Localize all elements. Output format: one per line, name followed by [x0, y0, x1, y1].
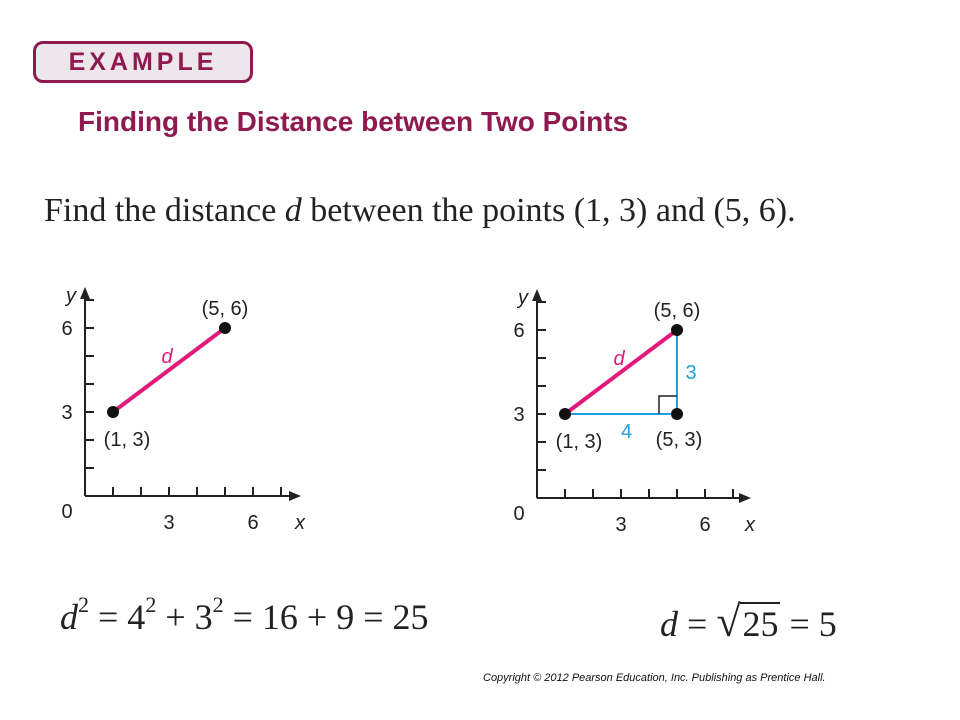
graph-left-y-arrow — [80, 287, 90, 299]
graph-right-x-arrow — [739, 493, 751, 503]
eq1-exp-b: 2 — [212, 592, 224, 617]
graph-left-y-tick-label: 3 — [61, 402, 73, 424]
graph-right-origin-label: 0 — [513, 503, 525, 525]
graph-left-point-a — [107, 406, 119, 418]
problem-text-before: Find the distance — [44, 192, 285, 229]
graph-right-point-a — [559, 408, 571, 420]
eq1-part-a: = 4 — [89, 597, 146, 637]
equation-root — [660, 596, 837, 647]
graph-right-x-tick-label: 3 — [615, 514, 627, 536]
graph-right-x-tick-label: 6 — [699, 514, 711, 536]
problem-variable: d — [284, 192, 302, 229]
graph-left-y-axis-label: y — [66, 285, 76, 307]
eq1-exp-a: 2 — [145, 592, 157, 617]
graph-left-y-tick-label: 6 — [61, 318, 73, 340]
eq1-rest: = 16 + 9 = 25 — [223, 597, 429, 637]
eq2-d: d — [660, 604, 678, 644]
copyright: Copyright © 2012 Pearson Education, Inc. Publishing as Prentice Hall. — [483, 672, 826, 684]
graph-right-y-tick-label: 6 — [513, 320, 525, 342]
radicand: 25 — [742, 604, 779, 644]
eq1-part-b: + 3 — [156, 597, 213, 637]
graph-left-x-axis-label: x — [295, 512, 305, 534]
graph-right-segment-d-label: d — [613, 348, 625, 370]
graph-right-point-b — [671, 324, 683, 336]
graph-left-x-tick-label: 6 — [247, 512, 259, 534]
eq1-d-exp: 2 — [78, 592, 89, 617]
graph-right-horizontal-leg-label: 4 — [621, 421, 633, 443]
graph-right-point-a-label: (1, 3) — [555, 431, 603, 453]
graph-left-segment-d-label: d — [161, 346, 173, 368]
graph-left-x-tick-label: 3 — [163, 512, 175, 534]
graph-right-point-b-label: (5, 6) — [653, 300, 701, 322]
graph-right-x-axis-label: x — [745, 514, 755, 536]
graph-left-point-b-label: (5, 6) — [201, 298, 249, 320]
graph-left-point-b — [219, 322, 231, 334]
graph-left-origin-label: 0 — [61, 501, 73, 523]
eq2-result: = 5 — [780, 604, 837, 644]
graph-right-point-c — [671, 408, 683, 420]
equation-squared — [60, 592, 429, 638]
eq2-equals: = — [678, 604, 717, 644]
graph-right-y-arrow — [532, 289, 542, 301]
graph-left-x-arrow — [289, 491, 301, 501]
problem-text-after: between the points (1, 3) and (5, 6). — [301, 192, 796, 229]
square-root — [716, 596, 780, 647]
graph-left-segment-d — [113, 328, 225, 412]
example-badge: EXAMPLE — [33, 41, 253, 83]
page-title: Finding the Distance between Two Points — [78, 106, 629, 137]
graph-right-y-axis-label: y — [518, 287, 528, 309]
graph-right-point-c-label: (5, 3) — [655, 429, 703, 451]
graph-right-vertical-leg-label: 3 — [685, 362, 697, 384]
graph-right-y-tick-label: 3 — [513, 404, 525, 426]
graph-left-point-a-label: (1, 3) — [103, 429, 151, 451]
graph-right-segment-d — [565, 330, 677, 414]
radical-sign: √ — [716, 597, 741, 646]
eq1-d: d — [60, 597, 78, 637]
